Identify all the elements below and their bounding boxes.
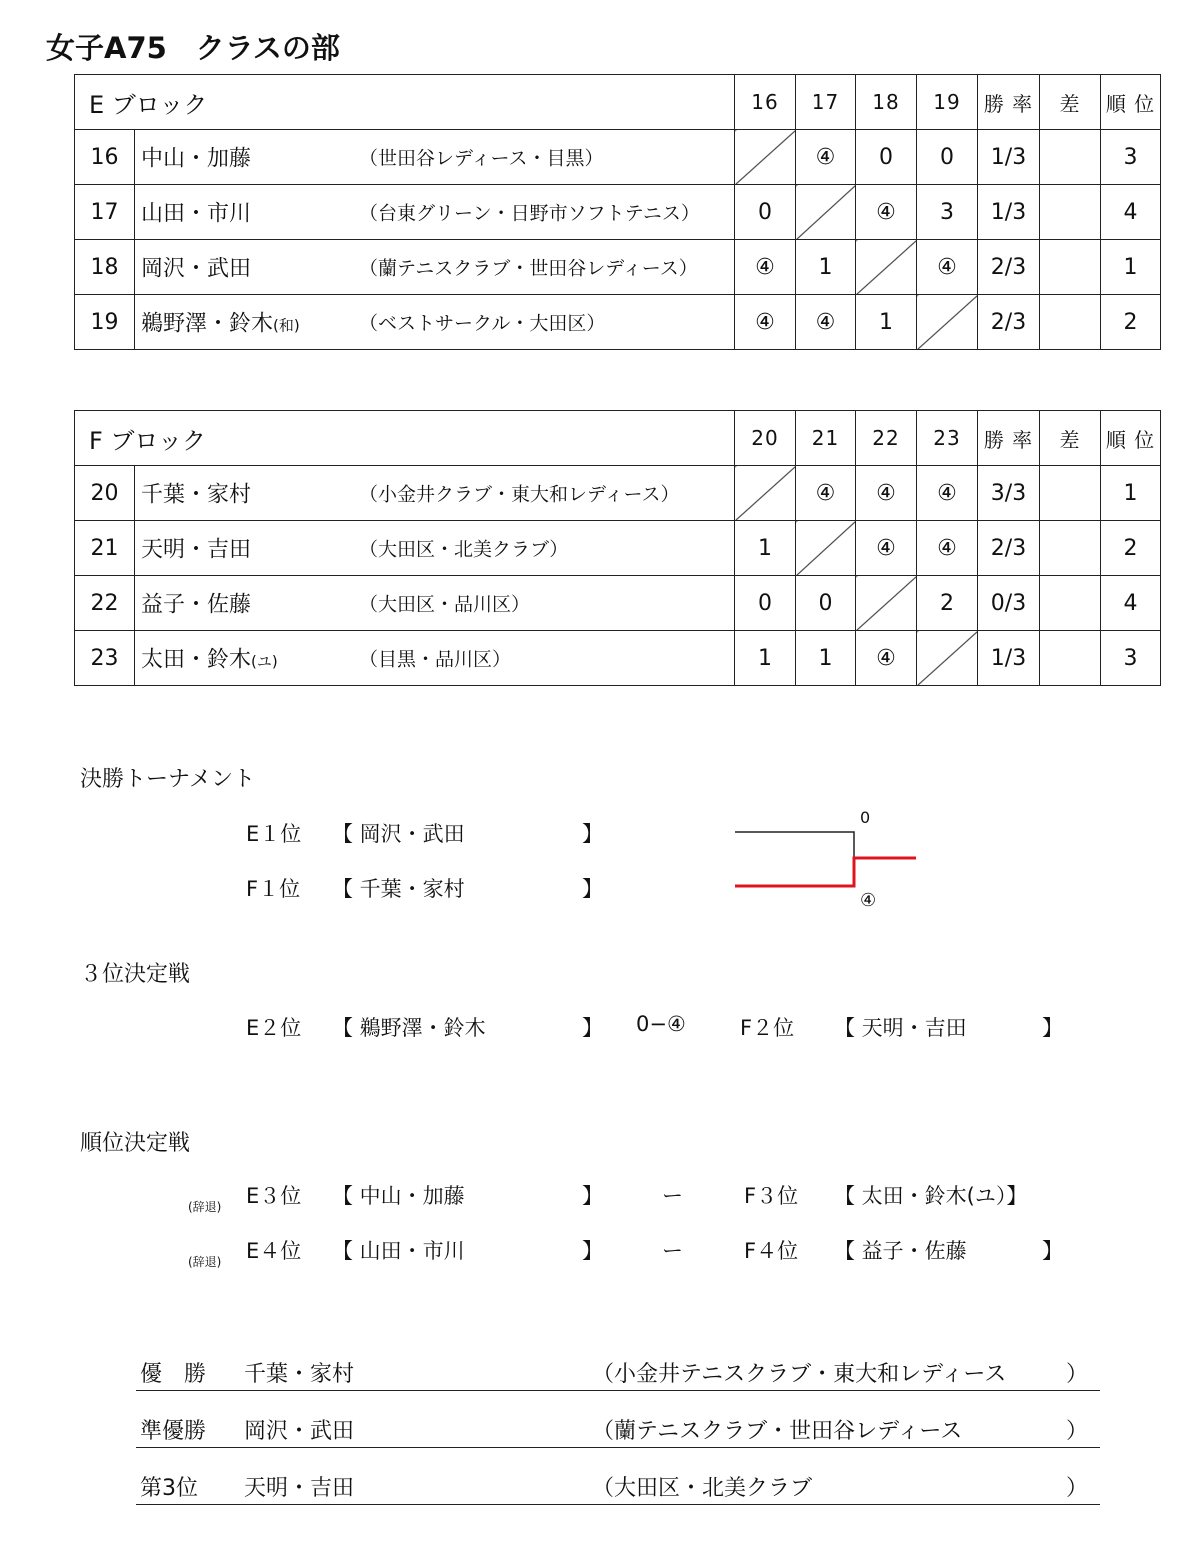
table-row [75, 466, 1161, 521]
result-names: 千葉・家村 [244, 1362, 355, 1387]
final-f1-label: F１位 [246, 877, 301, 901]
block-name: F ブロック [75, 411, 735, 466]
score-cell: 0 [735, 576, 796, 631]
placement-e-name: 【 山田・市川 [332, 1239, 465, 1263]
page-title: 女子A75 クラスの部 [46, 31, 340, 65]
score-cell: 1 [735, 521, 796, 576]
pair-suffix: (ユ) [251, 652, 278, 671]
placement-e-label: E４位 [246, 1239, 302, 1263]
score-cell: 3 [917, 185, 978, 240]
pair-names [141, 252, 251, 283]
player-no: 18 [75, 240, 135, 295]
col-header: 22 [856, 411, 917, 466]
pair-club: （世田谷レディース・目黒） [359, 147, 604, 170]
table-row [75, 631, 1161, 686]
result-names: 天明・吉田 [244, 1476, 355, 1501]
rank-cell: 2 [1101, 521, 1161, 576]
win-rate: 2/3 [978, 295, 1040, 350]
diff-cell [1040, 521, 1101, 576]
third-f-close: 】 [1042, 1016, 1063, 1040]
col-header: 23 [917, 411, 978, 466]
placement-f-close: 】 [1042, 1239, 1063, 1263]
score-cell: 0 [917, 130, 978, 185]
rank-header: 順 位 [1101, 75, 1161, 130]
rank-cell: 3 [1101, 130, 1161, 185]
block-e-table [74, 74, 1161, 350]
final-bottom-score: ④ [860, 890, 877, 911]
pair-cell [135, 631, 735, 686]
player-no: 19 [75, 295, 135, 350]
bracket-diagram [730, 800, 930, 920]
bracket-winner-line [735, 858, 916, 886]
score-cell: ④ [856, 466, 917, 521]
pair-cell [135, 185, 735, 240]
diff-cell [1040, 466, 1101, 521]
placement-e-close: 】 [582, 1239, 603, 1263]
pair-cell [135, 240, 735, 295]
pair-names [141, 307, 300, 338]
win-rate: 1/3 [978, 130, 1040, 185]
diagonal-cell [796, 521, 856, 576]
diff-header: 差 [1040, 75, 1101, 130]
withdrawn-note: (辞退) [188, 1255, 222, 1269]
result-close: ） [1066, 1476, 1089, 1501]
placement-dash: ー [662, 1184, 683, 1208]
score-cell: ④ [796, 130, 856, 185]
score-cell: ④ [856, 185, 917, 240]
pair-names [141, 142, 251, 173]
diagonal-cell [796, 185, 856, 240]
result-place: 第3位 [140, 1476, 198, 1501]
placement-heading: 順位決定戦 [80, 1131, 191, 1156]
pair-club: （大田区・品川区） [359, 593, 531, 616]
rank-header: 順 位 [1101, 411, 1161, 466]
score-cell: ④ [917, 240, 978, 295]
pair-names-text: 千葉・家村 [141, 482, 252, 508]
score-cell: ④ [796, 295, 856, 350]
pair-names [141, 197, 251, 228]
pair-club: （目黒・品川区） [359, 648, 512, 671]
player-no: 23 [75, 631, 135, 686]
pair-names-text: 中山・加藤 [141, 146, 252, 172]
score-cell: 1 [856, 295, 917, 350]
result-names: 岡沢・武田 [244, 1419, 355, 1444]
third-e-name: 【 鵜野澤・鈴木 [332, 1016, 486, 1040]
third-e-close: 】 [582, 1016, 603, 1040]
score-cell: 0 [856, 130, 917, 185]
placement-e-name: 【 中山・加藤 [332, 1184, 465, 1208]
diff-cell [1040, 631, 1101, 686]
diff-cell [1040, 240, 1101, 295]
diagonal-cell [856, 576, 917, 631]
pair-names [141, 643, 278, 674]
score-cell: ④ [735, 240, 796, 295]
win-rate: 0/3 [978, 576, 1040, 631]
score-cell: 1 [735, 631, 796, 686]
result-place: 準優勝 [140, 1419, 207, 1444]
placement-f-label: F３位 [744, 1184, 799, 1208]
third-f-name: 【 天明・吉田 [834, 1016, 967, 1040]
placement-f-name: 【 太田・鈴木(ユ）】 [834, 1184, 1028, 1208]
final-heading: 決勝トーナメント [80, 767, 256, 792]
table-row [75, 240, 1161, 295]
final-f1-close: 】 [582, 877, 603, 901]
result-club: （大田区・北美クラブ [592, 1476, 813, 1501]
table-row [75, 295, 1161, 350]
pair-names [141, 478, 251, 509]
col-header: 21 [796, 411, 856, 466]
player-no: 21 [75, 521, 135, 576]
win-rate: 2/3 [978, 240, 1040, 295]
final-e1-label: E１位 [246, 822, 302, 846]
placement-f-label: F４位 [744, 1239, 799, 1263]
pair-names-text: 益子・佐藤 [141, 592, 252, 618]
pair-club: （ベストサークル・大田区） [359, 312, 606, 335]
diagonal-cell [735, 130, 796, 185]
final-f1-name: 【 千葉・家村 [332, 877, 465, 901]
win-rate: 1/3 [978, 185, 1040, 240]
result-row [136, 1360, 1100, 1391]
pair-names-text: 山田・市川 [141, 201, 252, 227]
third-score: 0−④ [636, 1012, 686, 1036]
rank-cell: 4 [1101, 576, 1161, 631]
table-row [75, 521, 1161, 576]
pair-club: （小金井クラブ・東大和レディース） [359, 483, 680, 506]
diff-cell [1040, 130, 1101, 185]
withdrawn-note: (辞退) [188, 1200, 222, 1214]
result-row [136, 1417, 1100, 1448]
col-header: 16 [735, 75, 796, 130]
rank-cell: 2 [1101, 295, 1161, 350]
score-cell: 0 [796, 576, 856, 631]
pair-club: （大田区・北美クラブ） [359, 538, 569, 561]
final-e1-close: 】 [582, 822, 603, 846]
score-cell: ④ [735, 295, 796, 350]
score-cell: ④ [917, 521, 978, 576]
final-top-score: 0 [860, 808, 871, 827]
result-place: 優 勝 [140, 1362, 207, 1387]
result-close: ） [1066, 1362, 1089, 1387]
pair-suffix: (和) [273, 316, 300, 335]
rank-cell: 1 [1101, 240, 1161, 295]
diff-cell [1040, 295, 1101, 350]
pair-names-text: 鵜野澤・鈴木 [141, 311, 274, 337]
pair-cell [135, 130, 735, 185]
rate-header: 勝 率 [978, 411, 1040, 466]
score-cell: 1 [796, 240, 856, 295]
pair-club: （蘭テニスクラブ・世田谷レディース） [359, 257, 698, 280]
player-no: 16 [75, 130, 135, 185]
pair-cell [135, 295, 735, 350]
score-cell: ④ [917, 466, 978, 521]
pair-cell [135, 521, 735, 576]
result-club: （小金井テニスクラブ・東大和レディース [592, 1362, 1007, 1387]
col-header: 20 [735, 411, 796, 466]
player-no: 22 [75, 576, 135, 631]
rank-cell: 3 [1101, 631, 1161, 686]
final-e1-name: 【 岡沢・武田 [332, 822, 465, 846]
score-cell: 2 [917, 576, 978, 631]
pair-names [141, 533, 251, 564]
rank-cell: 4 [1101, 185, 1161, 240]
block-f-table [74, 410, 1161, 686]
table-row [75, 576, 1161, 631]
player-no: 17 [75, 185, 135, 240]
placement-e-label: E３位 [246, 1184, 302, 1208]
pair-cell [135, 576, 735, 631]
pair-names-text: 太田・鈴木 [141, 647, 252, 673]
win-rate: 2/3 [978, 521, 1040, 576]
rate-header: 勝 率 [978, 75, 1040, 130]
pair-names [141, 588, 251, 619]
block-name: E ブロック [75, 75, 735, 130]
table-row [75, 185, 1161, 240]
table-row [75, 130, 1161, 185]
third-e-label: E２位 [246, 1016, 302, 1040]
diff-header: 差 [1040, 411, 1101, 466]
diagonal-cell [917, 631, 978, 686]
score-cell: 0 [735, 185, 796, 240]
pair-cell [135, 466, 735, 521]
diff-cell [1040, 185, 1101, 240]
score-cell: ④ [856, 631, 917, 686]
rank-cell: 1 [1101, 466, 1161, 521]
diagonal-cell [735, 466, 796, 521]
result-row [136, 1474, 1100, 1505]
player-no: 20 [75, 466, 135, 521]
col-header: 18 [856, 75, 917, 130]
win-rate: 3/3 [978, 466, 1040, 521]
win-rate: 1/3 [978, 631, 1040, 686]
col-header: 17 [796, 75, 856, 130]
diff-cell [1040, 576, 1101, 631]
score-cell: ④ [856, 521, 917, 576]
bracket-top-line [735, 832, 854, 858]
score-cell: 1 [796, 631, 856, 686]
third-heading: ３位決定戦 [80, 962, 191, 987]
diagonal-cell [856, 240, 917, 295]
placement-f-name: 【 益子・佐藤 [834, 1239, 967, 1263]
result-club: （蘭テニスクラブ・世田谷レディース [592, 1419, 963, 1444]
placement-dash: ー [662, 1239, 683, 1263]
score-cell: ④ [796, 466, 856, 521]
third-f-label: F２位 [740, 1016, 795, 1040]
pair-names-text: 天明・吉田 [141, 537, 252, 563]
result-close: ） [1066, 1419, 1089, 1444]
pair-club: （台東グリーン・日野市ソフトテニス） [359, 202, 700, 225]
placement-e-close: 】 [582, 1184, 603, 1208]
diagonal-cell [917, 295, 978, 350]
pair-names-text: 岡沢・武田 [141, 256, 252, 282]
col-header: 19 [917, 75, 978, 130]
